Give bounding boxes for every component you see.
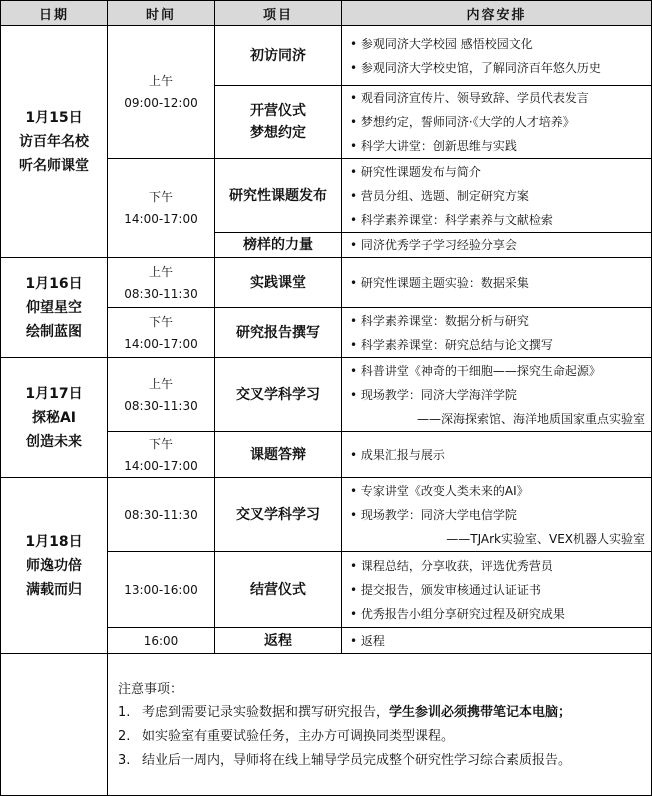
note-text [142,701,641,725]
content-line: • 科学素养课堂：科学素养与文献检索 [350,212,553,227]
table-row [1,258,652,308]
content-line: • 参观同济大学校园 感悟校园文化 [350,36,533,51]
table-row [1,26,652,86]
content-cell [342,86,652,159]
content-cell [342,358,652,432]
content-cell [342,159,652,233]
note-number: 3. [118,752,131,768]
item-label: 交叉学科学习 [236,386,320,403]
note-text: 结业后一周内，导师将在线上辅导学员完成整个研究性学习综合素质报告。 [142,752,572,768]
item-label: 榜样的力量 [243,237,313,253]
date-subtitle: 师逸功倍 [26,557,82,574]
time-cell [108,358,215,432]
item-label: 结营仪式 [250,581,306,598]
item-label: 返程 [264,632,292,649]
content-line: • 科学素养课堂：数据分析与研究 [350,313,529,328]
content-cell [342,628,652,654]
item-label: 交叉学科学习 [236,506,320,523]
content-line: • 梦想约定，誓师同济·《大学的人才培养》 [350,115,575,129]
content-cell [342,26,652,86]
time-range: 14:00-17:00 [124,212,198,226]
content-line: • 观看同济宣传片、领导致辞、学员代表发言 [350,91,589,105]
content-line: • 提交报告，颁发审核通过认证证书 [350,582,541,597]
time-cell [108,432,215,478]
item-cell [215,358,342,432]
table-row [1,358,652,432]
note-number: 2. [118,728,131,744]
content-cell [342,478,652,552]
time-range: 08:30-11:30 [124,286,198,301]
date-cell [1,258,108,358]
time-period: 下午 [148,436,173,451]
content-cell [342,258,652,308]
content-cell [342,233,652,258]
note-item [118,701,641,725]
header-row [1,1,652,26]
header-item: 项目 [215,1,342,26]
time-period: 上午 [148,74,173,88]
notes-cell [108,654,652,796]
date-label: 1月16日 [25,275,83,292]
content-line: • 研究性课题发布与简介 [350,164,481,179]
content-line: • 返程 [350,633,385,648]
content-cell [342,308,652,358]
content-cell [342,432,652,478]
item-cell [215,258,342,308]
item-cell [215,432,342,478]
date-cell [1,478,108,654]
note-number: 1. [118,704,131,720]
time-period: 上午 [148,376,173,391]
item-cell [215,628,342,654]
header-time: 时间 [108,1,215,26]
item-cell [215,552,342,628]
time-range: 14:00-17:00 [124,336,198,351]
date-cell [1,358,108,478]
content-line: • 同济优秀学子学习经验分享会 [350,238,517,252]
date-subtitle: 探秘AI [31,409,77,426]
content-line: • 参观同济大学校史馆，了解同济百年悠久历史 [350,60,601,75]
content-line: • 专家讲堂《改变人类未来的AI》 [350,483,529,498]
item-cell [215,159,342,233]
note-text-normal: 考虑到需要记录实验数据和撰写研究报告， [142,704,390,720]
item-label: 研究报告撰写 [236,324,320,341]
item-label: 课题答辩 [250,446,306,463]
date-label: 1月17日 [25,385,83,402]
content-line: • 现场教学：同济大学电信学院 [350,507,517,522]
content-line: • 现场教学：同济大学海洋学院 [350,387,517,402]
notes-empty-cell [1,654,108,796]
content-line: ——深海探索馆、海洋地质国家重点实验室 [416,411,645,426]
time-range: 08:30-11:30 [124,398,198,413]
content-line: • 研究性课题主题实验：数据采集 [350,275,529,290]
time-range: 08:30-11:30 [124,507,198,522]
item-cell [215,233,342,258]
item-cell [215,308,342,358]
time-range: 16:00 [143,633,179,648]
date-label: 1月15日 [25,109,83,126]
notes-title: 注意事项： [118,681,184,697]
notes-row [1,654,652,796]
item-cell [215,478,342,552]
note-item [118,725,641,749]
note-text-bold: 学生参训必须携带笔记本电脑； [389,704,572,720]
date-subtitle: 满载而归 [26,581,82,598]
item-label: 研究性课题发布 [229,187,327,204]
item-label: 实践课堂 [250,274,306,291]
note-text: 如实验室有重要试验任务，主办方可调换同类型课程。 [142,728,455,744]
date-subtitle: 创造未来 [26,433,82,450]
item-label: 开营仪式 [250,103,306,119]
table-row [1,478,652,552]
time-cell [108,159,215,258]
time-period: 下午 [148,314,173,329]
time-cell [108,628,215,654]
item-cell [215,26,342,86]
item-cell [215,86,342,159]
content-line: • 科学素养课堂：研究总结与论文撰写 [350,337,553,352]
header-content: 内容安排 [342,1,652,26]
date-subtitle: 访百年名校 [19,133,89,150]
item-label: 梦想约定 [250,125,306,141]
content-line: ——TJArk实验室、VEX机器人实验室 [446,531,645,546]
time-range: 13:00-16:00 [124,582,198,597]
content-line: • 科普讲堂《神奇的干细胞——探究生命起源》 [350,363,601,378]
time-range: 09:00-12:00 [124,96,198,110]
date-subtitle: 绘制蓝图 [26,323,82,340]
date-cell [1,26,108,258]
time-cell [108,478,215,552]
content-cell [342,552,652,628]
time-period: 下午 [148,190,173,204]
content-line: • 营员分组、选题、制定研究方案 [350,188,529,203]
time-period: 上午 [148,264,173,279]
time-cell [108,552,215,628]
content-line: • 科学大讲堂：创新思维与实践 [350,139,517,153]
time-range: 14:00-17:00 [124,458,198,473]
date-subtitle: 仰望星空 [26,299,82,316]
note-item [118,749,641,773]
content-line: • 成果汇报与展示 [350,447,445,462]
content-line: • 课程总结，分享收获，评选优秀营员 [350,558,553,573]
time-cell [108,308,215,358]
item-label: 初访同济 [250,47,306,64]
date-subtitle: 听名师课堂 [19,157,89,174]
time-cell [108,258,215,308]
content-line: • 优秀报告小组分享研究过程及研究成果 [350,606,565,621]
time-cell [108,26,215,159]
date-label: 1月18日 [25,533,83,550]
header-date: 日期 [1,1,108,26]
